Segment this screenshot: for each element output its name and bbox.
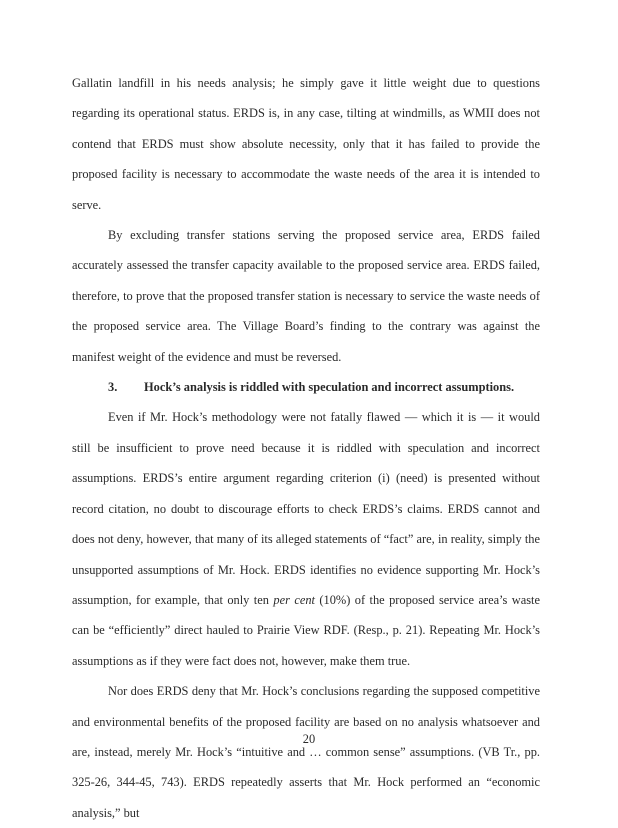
page-number: 20 — [302, 732, 316, 746]
paragraph-4-end: (10%) of the proposed service area’s waste can be “efficiently” direct hauled to Prairie View RDF. (Resp., p. 21). Repeating Mr. Hock’s assumptions as if they were fact does not, however, make them true. — [72, 592, 540, 668]
paragraph-1: Gallatin landfill in his needs analysis; he simply gave it little weight due to questions regarding its operational status. ERDS is, in any case, tilting at windmills, as WMII does not contend that ERDS must show absolute necessity, only that it has failed to provide the proposed facility is necessary to accommodate the waste needs of the area it is intended to serve. — [72, 76, 540, 212]
section-heading-title: Hock’s analysis is riddled with speculation and incorrect assumptions. — [144, 380, 515, 395]
section-heading — [72, 372, 540, 402]
paragraph-4-text: Even if Mr. Hock’s methodology were not fatally flawed — which it is — it would still be insufficient to prove need because it is riddled with speculation and incorrect assumptions. ERDS’s entire argument regarding criterion (i) (need) is presented without record citation, no doubt to discourage efforts to check ERDS’s claims. ERDS cannot and does not deny, however, that many of its alleged statements of “fact” are, in reality, simply the unsupported assumptions of Mr. Hock. ERDS identifies no evidence supporting Mr. Hock’s assumption, for example, that only ten — [72, 410, 540, 607]
body-text — [72, 68, 540, 828]
section-heading-number: 3. — [108, 380, 118, 395]
paragraph-2: By excluding transfer stations serving the proposed service area, ERDS failed accurately assessed the transfer capacity available to the proposed service area. ERDS failed, therefore, to prove that the proposed transfer station is necessary to service the waste needs of the proposed service area. The Village Board’s finding to the contrary was against the manifest weight of the evidence and must be reversed. — [72, 228, 540, 364]
paragraph-4-emphasis: per cent — [273, 592, 315, 607]
paragraph-4 — [72, 402, 540, 676]
paragraph-5: Nor does ERDS deny that Mr. Hock’s conclusions regarding the supposed competitive and environmental benefits of the proposed facility are based on no analysis whatsoever and are, instead, merely Mr. Hock’s “intuitive and … common sense” assumptions. (VB Tr., pp. 325-26, 344-45, 743). ERDS repeatedly asserts that Mr. Hock performed an “economic analysis,” but — [72, 684, 540, 820]
